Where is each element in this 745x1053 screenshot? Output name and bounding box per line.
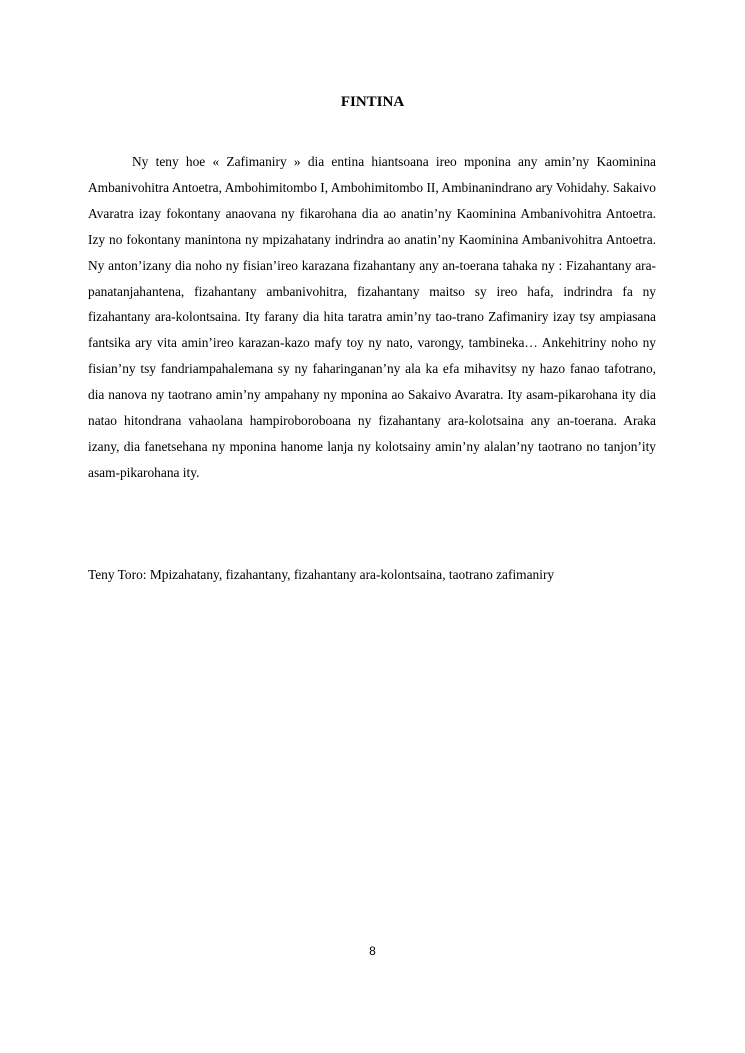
abstract-paragraph: Ny teny hoe « Zafimaniry » dia entina hiantsoana ireo mponina any amin’ny Kaominina Ambanivohitra Antoetra, Ambohimitombo I, Ambohimitombo II, Ambinanindrano ary Vohidahy. Sakaivo Avaratra izay fokontany anaovana ny fikarohana dia ao anatin’ny Kaominina Ambanivohitra Antoetra. Izy no fokontany manintona ny mpizahatany indrindra ao anatin’ny Kaominina Ambanivohitra Antoetra. Ny anton’izany dia noho ny fisian’ireo karazana fizahantany any an-toerana tahaka ny : Fizahantany ara-panatanjahantena, fizahantany ambanivohitra, fizahantany maitso sy ireo hafa, indrindra fa ny fizahantany ara-kolontsaina. Ity farany dia hita taratra amin’ny tao-trano Zafimaniry izay tsy ampiasana fantsika ary vita amin’ireo karazan-kazo mafy toy ny nato, varongy, tambineka… Ankehitriny noho ny fisian’ny tsy fandriampahalemana sy ny faharinganan’ny ala ka efa mihavitsy ny hazo fanao tafotrano, dia nanova ny taotrano amin’ny ampahany ny mponina ao Sakaivo Avaratra. Ity asam-pikarohana ity dia natao hitondrana vahaolana hampiroboroboana ny fizahantany ara-kolotsaina any an-toerana. Araka izany, dia fanetsehana ny mponina hanome lanja ny kolotsainy amin’ny alalan’ny taotrano no tanjon’ity asam-pikarohana ity. <box>88 154 656 480</box>
page-title: FINTINA <box>340 94 405 110</box>
page-number: 8 <box>369 944 376 958</box>
keywords-line: Teny Toro: Mpizahatany, fizahantany, fizahantany ara-kolontsaina, taotrano zafimaniry <box>88 567 555 582</box>
